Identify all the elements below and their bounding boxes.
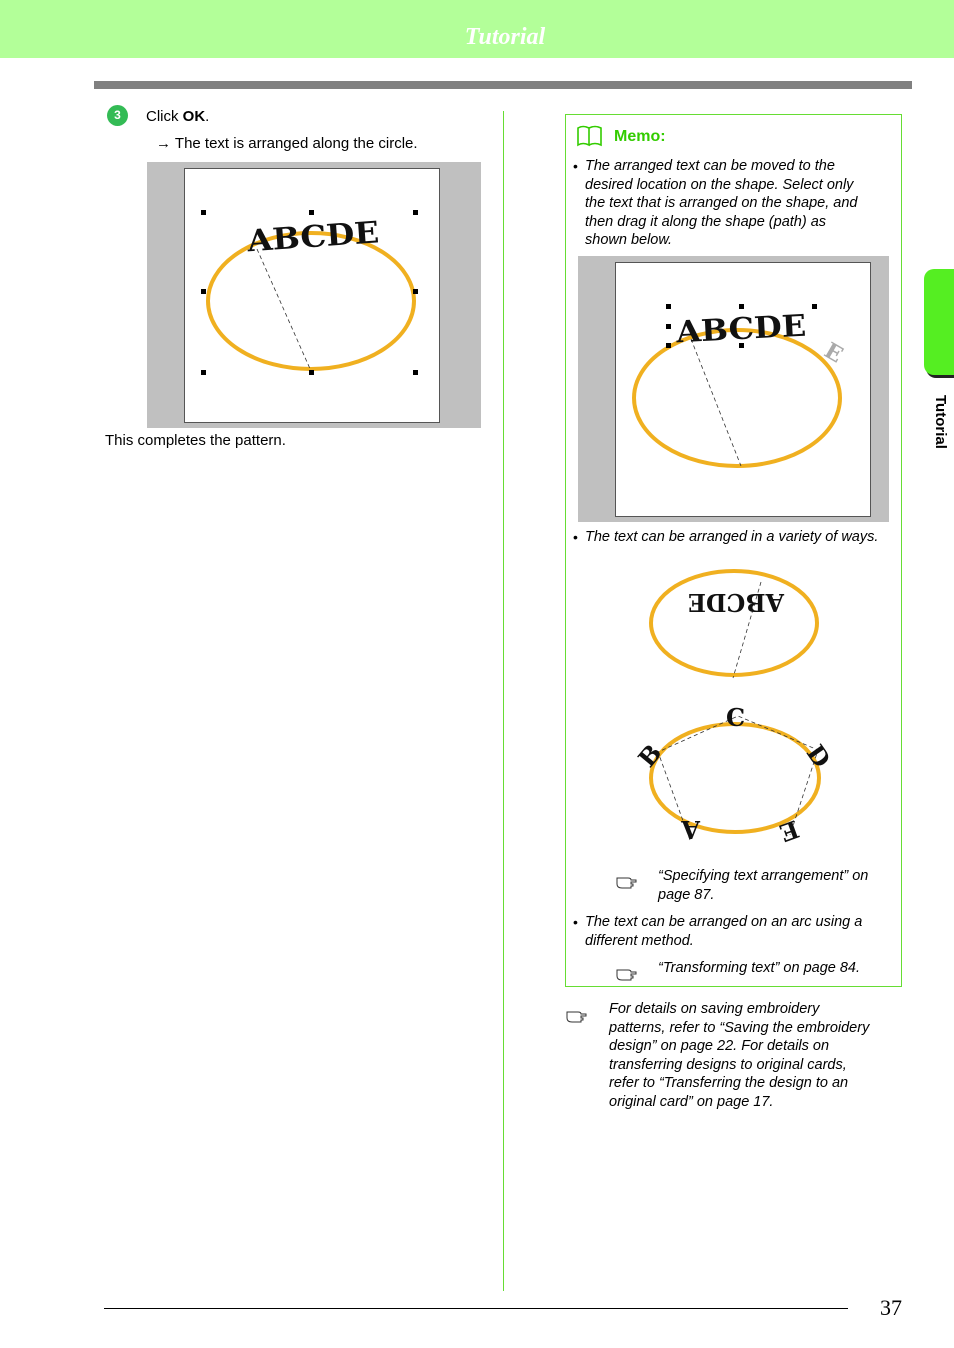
side-tab[interactable]: [924, 269, 954, 375]
step-instruction: Click OK.: [146, 108, 210, 125]
footer-rule: [104, 1308, 848, 1309]
letter-b: B: [632, 738, 668, 773]
pointing-hand-icon: [616, 870, 638, 890]
letter-a: A: [681, 815, 700, 844]
book-icon: [576, 124, 604, 148]
selection-handle[interactable]: [739, 304, 744, 309]
design-canvas: [615, 262, 871, 517]
step-number-badge: 3: [107, 105, 128, 126]
step-result: → The text is arranged along the circle.: [156, 135, 418, 152]
bullet: •: [573, 158, 578, 174]
memo-title: Memo:: [614, 128, 666, 145]
figure-svg: [185, 169, 439, 422]
memo-item-3: The text can be arranged on an arc using a different method.: [585, 914, 863, 949]
selection-handle[interactable]: [739, 343, 744, 348]
selection-handle[interactable]: [666, 304, 671, 309]
dragged-letter-ghost: E: [819, 337, 848, 369]
memo-item-2: The text can be arranged in a variety of ways.: [585, 529, 879, 545]
side-tab-label: Tutorial: [932, 395, 949, 449]
letter-d: D: [800, 739, 837, 773]
selection-handle[interactable]: [201, 370, 206, 375]
selection-handle[interactable]: [201, 210, 206, 215]
selection-handle[interactable]: [413, 210, 418, 215]
pointing-hand-icon: [616, 962, 638, 982]
bullet: •: [573, 529, 578, 545]
arrangement-guide-line: [257, 249, 311, 371]
top-rule: [94, 81, 912, 89]
selection-handle[interactable]: [413, 289, 418, 294]
figure-text-on-circle: [147, 162, 481, 428]
column-divider: [503, 111, 504, 1291]
header-bar: [0, 0, 954, 58]
selection-handle[interactable]: [812, 304, 817, 309]
figure-spread-arrangement: [630, 700, 840, 850]
arranged-text: ABCDE: [246, 215, 371, 260]
selection-handle[interactable]: [309, 210, 314, 215]
page-number: 37: [880, 1295, 902, 1320]
figure-inverted-arrangement: [640, 560, 830, 685]
selection-handle[interactable]: [666, 343, 671, 348]
selection-handle[interactable]: [309, 370, 314, 375]
selection-handle[interactable]: [666, 324, 671, 329]
embroidery-ellipse: [634, 330, 840, 466]
completion-text: This completes the pattern.: [105, 432, 286, 449]
selection-handle[interactable]: [201, 289, 206, 294]
reference-specifying-text[interactable]: “Specifying text arrangement” on page 87.: [658, 868, 869, 903]
pointing-hand-icon: [566, 1004, 590, 1024]
arrangement-guide-line: [691, 339, 741, 466]
letter-e: E: [775, 814, 803, 848]
arranged-text: ABCDE: [675, 309, 799, 351]
reference-transforming-text[interactable]: “Transforming text” on page 84.: [658, 960, 861, 976]
memo-item-1: The arranged text can be moved to the desired location on the shape. Select only the text that is arranged on the shape, and then drag it along the shape (path) as shown below.: [585, 158, 858, 248]
ok-label: OK: [182, 108, 206, 125]
selection-handle[interactable]: [413, 370, 418, 375]
inverted-text: ABCDE: [688, 588, 785, 617]
design-canvas: [184, 168, 440, 423]
header-title: Tutorial: [464, 24, 546, 50]
bullet: •: [573, 914, 578, 930]
saving-note: For details on saving embroidery patterns, refer to “Saving the embroidery design” on page 22. For details on transferring designs to original cards, refer to “Transferring the design to an original card” on page 17.: [609, 1001, 870, 1110]
embroidery-ellipse: [651, 571, 817, 675]
figure-move-text: [578, 256, 889, 522]
letter-c: C: [726, 703, 746, 732]
figure-svg: [616, 263, 870, 516]
